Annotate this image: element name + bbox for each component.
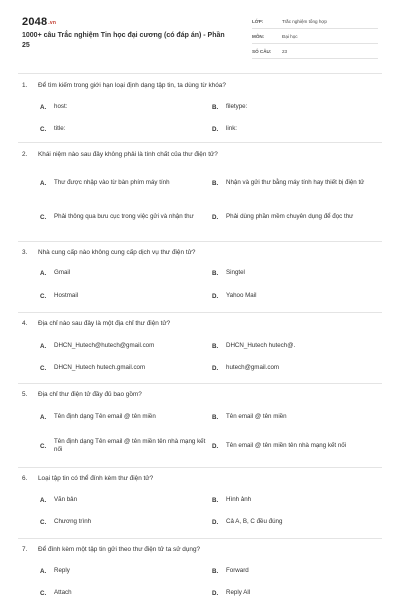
option-b[interactable]: B. Singtel <box>212 269 245 277</box>
question-text: 1. Để tìm kiếm trong giới hạn loại định dạng tập tin, ta dùng từ khóa? <box>22 82 226 89</box>
option-b[interactable]: B. Forward <box>212 567 249 575</box>
divider <box>18 467 382 468</box>
option-b[interactable]: B. Tên email @ tên miền <box>212 413 287 421</box>
page-header <box>0 0 400 72</box>
divider <box>18 241 382 242</box>
divider <box>18 73 382 74</box>
option-d[interactable]: D. Yahoo Mail <box>212 292 257 300</box>
info-row-class <box>252 14 378 29</box>
option-b[interactable]: B. Hình ảnh <box>212 496 252 504</box>
option-c[interactable]: C. Chương trình <box>40 518 92 526</box>
option-c[interactable]: C. title: <box>40 125 66 133</box>
info-value: Đại học <box>282 33 298 39</box>
option-d[interactable]: D. Tên email @ tên miền tên nhà mạng kết nối <box>212 441 347 450</box>
page-title: 1000+ câu Trắc nghiệm Tin học đại cương (có đáp án) - Phần 25 <box>22 32 225 49</box>
question-text: 3. Nhà cung cấp nào không cung cấp dịch vụ thư điện tử? <box>22 249 196 256</box>
divider <box>18 142 382 143</box>
option-a[interactable]: A. Tên định dạng Tên email @ tên miền <box>40 413 156 421</box>
option-d[interactable]: D. Cả A, B, C đều đúng <box>212 518 283 526</box>
option-c[interactable]: C. Tên định dạng Tên email @ tên miền tên nhà mạng kết nối <box>40 437 206 453</box>
option-c[interactable]: C. Phải thông qua bưu cục trong việc gửi và nhận thư <box>40 212 194 221</box>
question-text: 6. Loại tập tin có thể đính kèm thư điện tử? <box>22 475 154 482</box>
divider <box>18 538 382 539</box>
info-row-count <box>252 44 378 59</box>
option-d[interactable]: D. link: <box>212 125 238 133</box>
option-d[interactable]: D. hutech@gmail.com <box>212 364 280 372</box>
question-text: 5. Địa chỉ thư điện tử đầy đủ bao gồm? <box>22 391 142 398</box>
option-b[interactable]: B. filetype: <box>212 103 248 111</box>
info-key: SỐ CÂU: <box>252 48 272 54</box>
option-b[interactable]: B. Nhận và gửi thư bằng máy tính hay thiết bị điện tử <box>212 178 365 187</box>
logo-domain: .vn <box>48 20 57 26</box>
option-a[interactable]: A. Văn bản <box>40 496 78 504</box>
info-value: Trắc nghiệm tổng hợp <box>282 18 327 24</box>
info-key: LỚP: <box>252 18 264 24</box>
info-row-subject <box>252 29 378 44</box>
question-text: 2. Khái niệm nào sau đây không phải là tính chất của thư điện tử? <box>22 151 218 158</box>
question-text: 7. Để đính kèm một tập tin gửi theo thư điện tử ta sử dụng? <box>22 546 201 553</box>
option-a[interactable]: A. host: <box>40 103 68 111</box>
option-d[interactable]: D. Reply All <box>212 589 251 597</box>
option-d[interactable]: D. Phải dùng phần mềm chuyên dụng để đọc thư <box>212 212 354 221</box>
option-a[interactable]: A. DHCN_Hutech@hutech@gmail.com <box>40 342 155 350</box>
option-a[interactable]: A. Reply <box>40 567 70 575</box>
divider <box>18 312 382 313</box>
site-logo[interactable] <box>22 16 56 28</box>
option-b[interactable]: B. DHCN_Hutech hutech@. <box>212 342 296 350</box>
info-value: 23 <box>282 48 288 54</box>
divider <box>18 383 382 384</box>
option-c[interactable]: C. Attach <box>40 589 72 597</box>
question-text: 4. Địa chỉ nào sau đây là một địa chỉ thư điện tử? <box>22 320 171 327</box>
option-c[interactable]: C. Hostmail <box>40 292 79 300</box>
logo-text: 2048 <box>22 16 48 28</box>
option-a[interactable]: A. Gmail <box>40 269 71 277</box>
info-panel <box>252 14 378 59</box>
option-c[interactable]: C. DHCN_Hutech hutech.gmail.com <box>40 364 146 372</box>
option-a[interactable]: A. Thư được nhập vào từ bàn phím máy tính <box>40 178 170 187</box>
info-key: MÔN: <box>252 33 265 39</box>
